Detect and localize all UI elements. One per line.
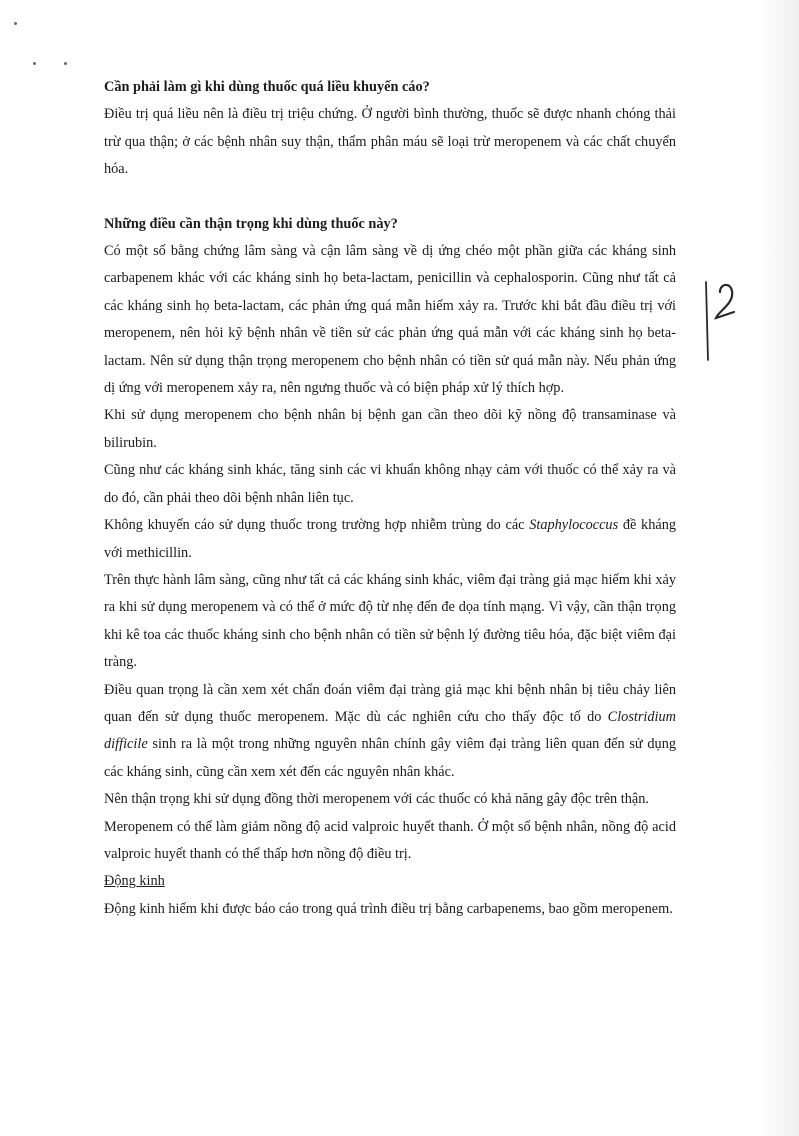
overdose-paragraph: Điều trị quá liều nên là điều trị triệu chứng. Ở người bình thường, thuốc sẽ được nhanh chóng thải trừ qua thận; ở các bệnh nhân suy thận, thẩm phân máu sẽ loại trừ meropenem và các chất chuyển hóa. [104,106,676,178]
handwritten-vertical-stroke [706,282,708,360]
scan-speck [33,62,36,65]
text-run: Điều quan trọng là cần xem xét chẩn đoán viêm đại tràng giả mạc khi bệnh nhân bị tiêu chảy liên quan đến sử dụng thuốc meropenem. Mặc dù các nghiên cứu cho thấy độc tố do [104,681,676,725]
precautions-paragraph-staphylococcus [104,512,676,567]
section-gap [104,184,676,211]
precautions-paragraph-resistance: Cũng như các kháng sinh khác, tăng sinh các vi khuẩn không nhạy cảm với thuốc có thể xảy ra và do đó, cần phải theo dõi bệnh nhân liên tục. [104,462,676,506]
precautions-paragraph-diarrhea [104,677,676,787]
overdose-heading: Cần phải làm gì khi dùng thuốc quá liều khuyến cáo? [104,79,430,95]
seizure-subheading: Động kinh [104,873,165,890]
precautions-paragraph-colitis: Trên thực hành lâm sàng, cũng như tất cả các kháng sinh khác, viêm đại tràng giả mạc hiếm khi xảy ra khi sử dụng meropenem và có thể ở mức độ từ nhẹ đến đe dọa tính mạng. Vì vậy, cần thận trọng khi kê toa các thuốc kháng sinh cho bệnh nhân có tiền sử bệnh lý đường tiêu hóa, đặc biệt viêm đại tràng. [104,571,676,671]
italic-organism-name: Clostridium difficile [104,708,676,753]
handwritten-margin-mark [700,272,760,364]
precautions-paragraph-liver: Khi sử dụng meropenem cho bệnh nhân bị bệnh gan cần theo dõi kỹ nồng độ transaminase và bilirubin. [104,407,676,451]
document-page [104,74,676,923]
precautions-paragraph-nephrotoxic: Nên thận trọng khi sử dụng đồng thời meropenem với các thuốc có khả năng gây độc trên thận. [104,791,649,808]
scan-speck [14,22,17,25]
italic-organism-name: Staphylococcus [529,517,619,534]
text-run: Không khuyến cáo sử dụng thuốc trong trường hợp nhiễm trùng do các [104,517,530,534]
precautions-paragraph-valproic: Meropenem có thể làm giảm nồng độ acid valproic huyết thanh. Ở một số bệnh nhân, nồng độ acid valproic huyết thanh có thể thấp hơn nồng độ điều trị. [104,818,676,862]
text-run: đề kháng với methicillin. [104,517,676,561]
scan-speck [64,62,67,65]
precautions-heading: Những điều cần thận trọng khi dùng thuốc này? [104,215,398,232]
handwritten-digit-stroke [716,285,734,318]
scan-shadow [759,0,799,1136]
seizure-paragraph: Động kinh hiếm khi được báo cáo trong quá trình điều trị bằng carbapenems, bao gồm meropenem. [104,900,673,917]
text-run: sinh ra là một trong những nguyên nhân chính gây viêm đại tràng liên quan đến sử dụng các kháng sinh, cũng cần xem xét đến các nguyên nhân khác. [104,736,676,780]
precautions-paragraph-cross-allergy: Có một số bằng chứng lâm sàng và cận lâm sàng về dị ứng chéo một phần giữa các kháng sinh carbapenem khác với các kháng sinh họ beta-lactam, penicillin và cephalosporin. Cũng như tất cả các kháng sinh họ beta-lactam, các phản ứng quá mẫn hiếm xảy ra. Trước khi bắt đầu điều trị với meropenem, nên hỏi kỹ bệnh nhân về tiền sử các phản ứng quá mẫn với các kháng sinh họ beta-lactam. Nên sử dụng thận trọng meropenem cho bệnh nhân có tiền sử quá mẫn này. Nếu phản ứng dị ứng với meropenem xảy ra, nên ngưng thuốc và có biện pháp xử lý thích hợp. [104,243,676,397]
